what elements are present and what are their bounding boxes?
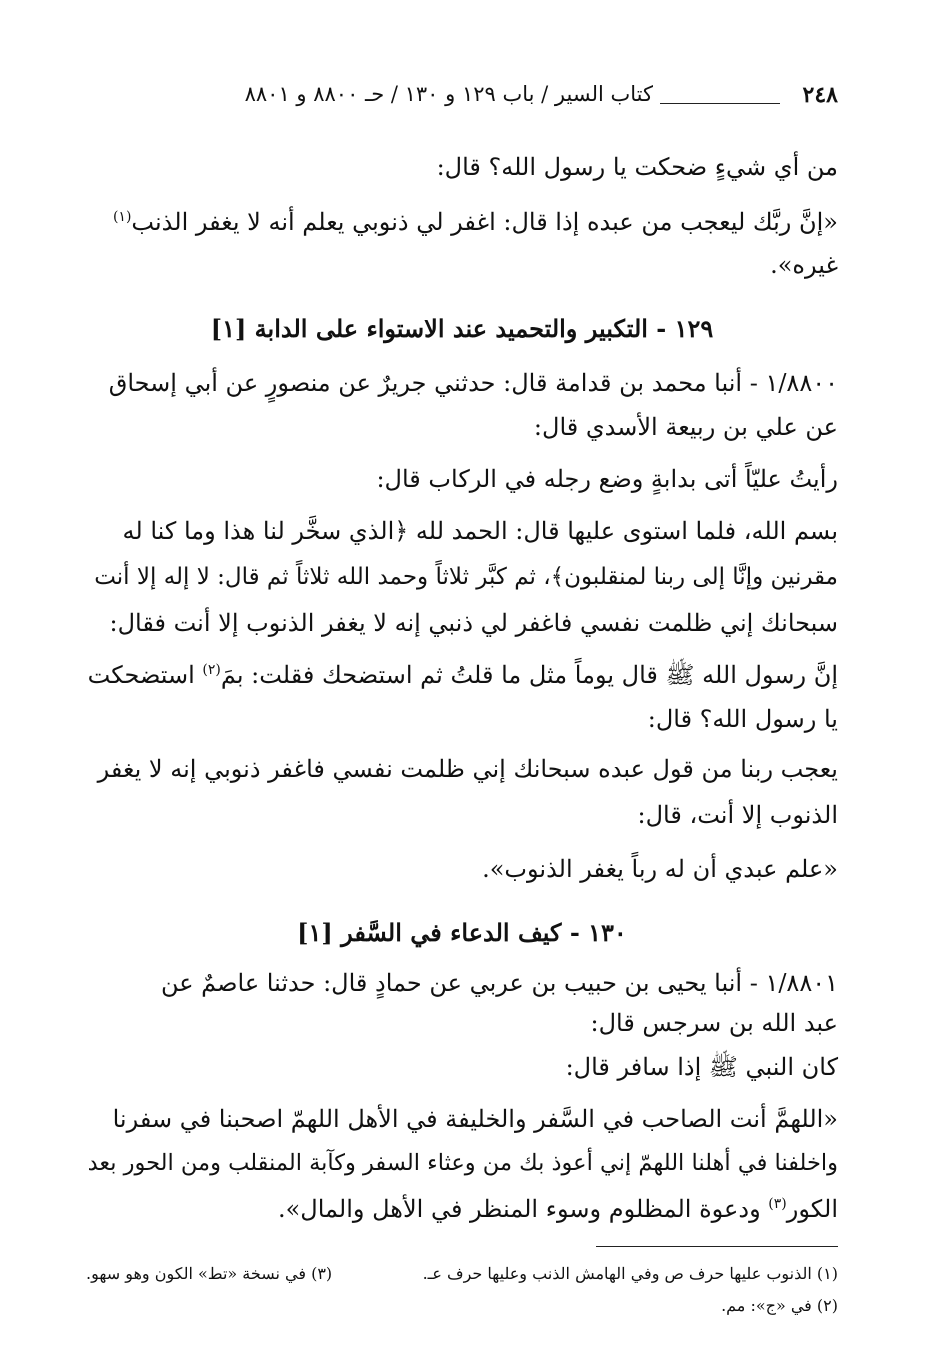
text-line: يا رسول الله؟ قال: [647,705,838,733]
text-segment: «إنَّ ربَّك ليعجب من عبده إذا قال: اغفر لي ذنوبي يعلم أنه لا يغفر الذنب [131,208,838,236]
section-heading-130: ١٣٠ - كيف الدعاء في السَّفر [١] [297,918,627,947]
text-line [86,1192,838,1226]
text-segment: ودعوة المظلوم وسوء المنظر في الأهل والمال». [277,1195,769,1223]
text-line: «اللهمَّ أنت الصاحب في السَّفر والخليفة في الأهل اللهمّ اصحبنا في سفرنا [112,1105,838,1133]
text-line: غيره». [770,251,838,279]
section-heading-129: ١٢٩ - التكبير والتحميد عند الاستواء على الدابة [١] [210,314,714,343]
footnote-row [86,1262,838,1286]
text-line: سبحانك إني ظلمت نفسي فاغفر لي ذنبي إنه لا يغفر الذنوب إلا أنت فقال: [109,609,838,637]
footnote-marker: (٣) [768,1196,787,1212]
text-line: يعجب ربنا من قول عبده سبحانك إني ظلمت نفسي فاغفر ذنوبي إنه لا يغفر [97,755,838,783]
footnote-2: (٢) في «ج»: مم. [721,1296,838,1315]
hadith-8801-line: ١/٨٨٠١ - أنبا يحيى بن حبيب بن عربي عن حمادٍ قال: حدثنا عاصمٌ عن [160,969,838,997]
page-number: ٢٤٨ [802,82,838,108]
text-line: رأيتُ عليّاً أتى بدابةٍ وضع رجله في الركاب قال: [376,465,838,493]
text-line: كان النبي ﷺ إذا سافر قال: [565,1053,838,1081]
text-line: الذنوب إلا أنت، قال: [637,801,838,829]
page-header [86,82,838,116]
text-line: واخلفنا في أهلنا اللهمّ إني أعوذ بك من وعثاء السفر وكآبة المنقلب ومن الحور بعد [87,1150,838,1176]
text-line [86,205,838,239]
text-line: مقرنين وإنَّا إلى ربنا لمنقلبون﴾، ثم كبَّر ثلاثاً وحمد الله ثلاثاً ثم قال: لا إله إلا أنت [94,564,838,590]
text-line: عن علي بن ربيعة الأسدي قال: [533,413,838,441]
footnote-separator [596,1246,838,1247]
text-segment: الكور [786,1195,838,1223]
footnote-marker: (١) [112,209,132,225]
hadith-text: ١/٨٨٠٠ - أنبا محمد بن قدامة قال: حدثني جريرٌ عن منصورٍ عن أبي إسحاق [108,369,838,397]
text-line: «علم عبدي أن له رباً يغفر الذنوب». [482,855,838,883]
header-rule [660,103,780,104]
text-segment: إنَّ رسول الله ﷺ قال يوماً مثل ما قلتُ ثم استضحك فقلت: بمَ [220,661,838,689]
text-line: عبد الله بن سرجس قال: [590,1009,838,1037]
footnote-1: (١) الذنوب عليها حرف ص وفي الهامش الذنب وعليها حرف عـ. [422,1264,838,1283]
text-line: بسم الله، فلما استوى عليها قال: الحمد لله ﴿الذي سخَّر لنا هذا وما كنا له [122,517,838,545]
text-segment: استضحكت [87,661,203,689]
running-title: كتاب السير / باب ١٢٩ و ١٣٠ / حـ ٨٨٠٠ و ٨٨٠١ [244,82,653,106]
text-line: من أي شيءٍ ضحكت يا رسول الله؟ قال: [436,153,838,181]
text-line [86,658,838,692]
footnote-3: (٣) في نسخة «تط» الكون وهو سهو. [86,1264,333,1283]
hadith-8800-line [86,366,838,400]
footnote-marker: (٢) [202,662,221,678]
